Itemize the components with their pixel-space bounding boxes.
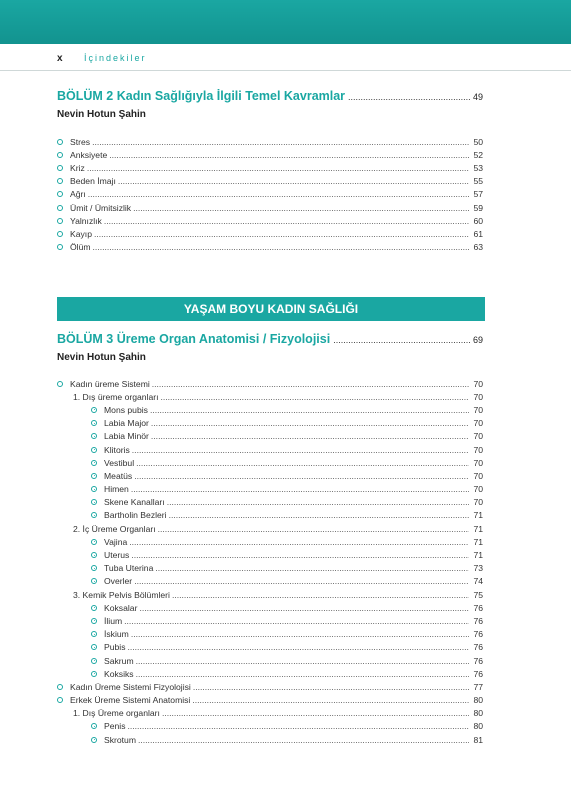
bullet-icon	[57, 165, 63, 171]
toc-entry[interactable]	[57, 588, 483, 601]
toc-entry[interactable]	[57, 430, 483, 443]
bullet-icon	[57, 191, 63, 197]
toc-entry-label: Skene Kanalları	[104, 497, 165, 508]
bullet-icon	[91, 658, 97, 664]
bullet-icon	[91, 618, 97, 624]
dot-leader	[92, 137, 469, 147]
toc-entry[interactable]	[57, 377, 483, 390]
toc-entry-label: Ümit / Ümitsizlik	[70, 202, 132, 213]
toc-entry-page: 80	[473, 721, 483, 732]
toc-entry-page: 75	[473, 589, 483, 600]
bullet-icon	[57, 684, 63, 690]
toc-entry[interactable]	[57, 496, 483, 509]
toc-entry-label: Ağrı	[70, 189, 86, 200]
toc-entry[interactable]	[57, 614, 483, 627]
toc-entry-page: 76	[473, 602, 483, 613]
dot-leader	[129, 537, 469, 547]
toc-entry-label: Koksiks	[104, 668, 134, 679]
toc-entry[interactable]	[57, 188, 483, 201]
chapter-2-toc-list	[57, 135, 483, 254]
dot-leader	[87, 163, 469, 173]
dot-leader	[138, 735, 469, 745]
toc-entry-page: 73	[473, 563, 483, 574]
toc-entry-label: İlium	[104, 615, 123, 626]
top-color-bar	[0, 0, 571, 44]
toc-entry[interactable]	[57, 707, 483, 720]
toc-entry-label: Kadın Üreme Sistemi Fizyolojisi	[70, 681, 191, 692]
page-number: x	[57, 53, 63, 64]
toc-entry[interactable]	[57, 456, 483, 469]
chapter-3-heading[interactable]	[57, 332, 483, 346]
toc-entry[interactable]	[57, 443, 483, 456]
toc-entry-page: 80	[473, 695, 483, 706]
dot-leader	[118, 176, 469, 186]
dot-leader	[158, 524, 469, 534]
toc-entry-label: 3. Kemik Pelvis Bölümleri	[73, 589, 170, 600]
toc-entry-label: Labia Minör	[104, 431, 149, 442]
dot-leader	[348, 92, 470, 102]
toc-entry-label: Skrotum	[104, 734, 136, 745]
toc-entry-page: 70	[473, 444, 483, 455]
toc-entry[interactable]	[57, 241, 483, 254]
toc-entry-page: 53	[473, 162, 483, 173]
toc-entry-label: Klitoris	[104, 444, 130, 455]
toc-entry[interactable]	[57, 535, 483, 548]
toc-entry-page: 80	[473, 708, 483, 719]
bullet-icon	[57, 139, 63, 145]
toc-entry-page: 59	[473, 202, 483, 213]
toc-entry-label: Tuba Uterina	[104, 563, 154, 574]
bullet-icon	[57, 205, 63, 211]
bullet-icon	[91, 407, 97, 413]
dot-leader	[136, 669, 469, 679]
toc-entry-page: 50	[473, 136, 483, 147]
toc-entry[interactable]	[57, 403, 483, 416]
chapter-3-title: BÖLÜM 3 Üreme Organ Anatomisi / Fizyolojisi	[57, 332, 331, 346]
toc-entry[interactable]	[57, 201, 483, 214]
toc-entry[interactable]	[57, 694, 483, 707]
dot-leader	[132, 445, 469, 455]
toc-entry-label: Pubis	[104, 642, 126, 653]
bullet-icon	[57, 381, 63, 387]
toc-entry-label: İskium	[104, 629, 129, 640]
dot-leader	[151, 418, 469, 428]
toc-entry-label: 1. Dış Üreme organları	[73, 708, 160, 719]
bullet-icon	[57, 697, 63, 703]
toc-entry-page: 55	[473, 176, 483, 187]
toc-entry[interactable]	[57, 601, 483, 614]
toc-entry-label: Anksiyete	[70, 149, 108, 160]
dot-leader	[162, 708, 469, 718]
bullet-icon	[91, 671, 97, 677]
bullet-icon	[91, 737, 97, 743]
toc-entry-page: 61	[473, 228, 483, 239]
chapter-2-heading[interactable]	[57, 89, 483, 103]
toc-entry[interactable]	[57, 733, 483, 746]
toc-entry-page: 77	[473, 681, 483, 692]
bullet-icon	[91, 473, 97, 479]
bullet-icon	[91, 499, 97, 505]
bullet-icon	[91, 644, 97, 650]
dot-leader	[93, 242, 469, 252]
bullet-icon	[57, 178, 63, 184]
toc-entry[interactable]	[57, 654, 483, 667]
toc-entry[interactable]	[57, 667, 483, 680]
bullet-icon	[91, 486, 97, 492]
toc-entry[interactable]	[57, 641, 483, 654]
toc-entry[interactable]	[57, 390, 483, 403]
toc-entry[interactable]	[57, 680, 483, 693]
toc-entry-label: Yalnızlık	[70, 215, 102, 226]
toc-entry-label: Mons pubis	[104, 404, 148, 415]
toc-entry-page: 70	[473, 470, 483, 481]
dot-leader	[167, 497, 469, 507]
toc-entry-label: Himen	[104, 484, 129, 495]
toc-entry-page: 60	[473, 215, 483, 226]
dot-leader	[134, 471, 469, 481]
toc-entry-label: Kriz	[70, 162, 85, 173]
chapter-3-toc-list	[57, 377, 483, 746]
bullet-icon	[91, 433, 97, 439]
toc-entry[interactable]	[57, 628, 483, 641]
toc-entry-page: 70	[473, 404, 483, 415]
dot-leader	[139, 603, 469, 613]
bullet-icon	[91, 578, 97, 584]
chapter-2-title: BÖLÜM 2 Kadın Sağlığıyla İlgili Temel Kavramlar	[57, 89, 346, 103]
toc-entry-label: 2. İç Üreme Organları	[73, 523, 156, 534]
dot-leader	[104, 216, 469, 226]
toc-entry-label: Vajina	[104, 536, 128, 547]
dot-leader	[169, 510, 469, 520]
toc-entry-label: Erkek Üreme Sistemi Anatomisi	[70, 695, 191, 706]
toc-entry[interactable]	[57, 469, 483, 482]
chapter-3-author: Nevin Hotun Şahin	[57, 352, 146, 363]
toc-entry[interactable]	[57, 522, 483, 535]
toc-entry-page: 76	[473, 629, 483, 640]
toc-entry-page: 70	[473, 457, 483, 468]
chapter-2-author: Nevin Hotun Şahin	[57, 109, 146, 120]
dot-leader	[151, 431, 469, 441]
dot-leader	[94, 229, 469, 239]
toc-entry-label: Sakrum	[104, 655, 134, 666]
toc-entry-page: 70	[473, 497, 483, 508]
bullet-icon	[91, 565, 97, 571]
toc-entry-label: Koksalar	[104, 602, 138, 613]
toc-entry[interactable]	[57, 227, 483, 240]
dot-leader	[155, 563, 469, 573]
dot-leader	[152, 379, 469, 389]
toc-entry-label: Meatüs	[104, 470, 133, 481]
toc-entry-label: Beden İmajı	[70, 176, 116, 187]
toc-entry-page: 76	[473, 668, 483, 679]
toc-entry-page: 70	[473, 431, 483, 442]
dot-leader	[193, 682, 469, 692]
toc-entry[interactable]	[57, 417, 483, 430]
toc-entry[interactable]	[57, 161, 483, 174]
toc-entry-label: Overler	[104, 576, 133, 587]
dot-leader	[150, 405, 469, 415]
toc-entry[interactable]	[57, 548, 483, 561]
bullet-icon	[57, 152, 63, 158]
dot-leader	[131, 550, 469, 560]
toc-entry-page: 81	[473, 734, 483, 745]
header-divider	[0, 70, 571, 71]
toc-entry-page: 70	[473, 391, 483, 402]
toc-entry-label: Labia Major	[104, 418, 149, 429]
toc-entry-page: 71	[473, 510, 483, 521]
bullet-icon	[57, 218, 63, 224]
bullet-icon	[91, 631, 97, 637]
dot-leader	[128, 642, 470, 652]
chapter-3-page: 69	[472, 335, 483, 345]
toc-entry[interactable]	[57, 720, 483, 733]
toc-entry-label: Vestibul	[104, 457, 135, 468]
bullet-icon	[91, 512, 97, 518]
toc-entry-page: 74	[473, 576, 483, 587]
bullet-icon	[91, 539, 97, 545]
bullet-icon	[57, 231, 63, 237]
toc-entry[interactable]	[57, 575, 483, 588]
dot-leader	[134, 576, 469, 586]
bullet-icon	[57, 244, 63, 250]
dot-leader	[136, 656, 469, 666]
dot-leader	[192, 695, 469, 705]
bullet-icon	[91, 447, 97, 453]
toc-entry[interactable]	[57, 509, 483, 522]
bullet-icon	[91, 723, 97, 729]
bullet-icon	[91, 552, 97, 558]
toc-entry-page: 70	[473, 418, 483, 429]
toc-entry-page: 70	[473, 484, 483, 495]
toc-entry-label: Kadın üreme Sistemi	[70, 378, 150, 389]
toc-entry[interactable]	[57, 214, 483, 227]
toc-entry[interactable]	[57, 135, 483, 148]
toc-entry-page: 63	[473, 242, 483, 253]
toc-entry-label: Stres	[70, 136, 91, 147]
toc-entry[interactable]	[57, 175, 483, 188]
bullet-icon	[91, 420, 97, 426]
dot-leader	[131, 629, 469, 639]
toc-entry-label: Ölüm	[70, 242, 91, 253]
dot-leader	[161, 392, 470, 402]
bullet-icon	[91, 460, 97, 466]
bullet-icon	[91, 605, 97, 611]
dot-leader	[109, 150, 469, 160]
section-banner: YAŞAM BOYU KADIN SAĞLIĞI	[57, 297, 485, 321]
toc-entry-page: 76	[473, 615, 483, 626]
toc-entry-label: Penis	[104, 721, 126, 732]
dot-leader	[131, 484, 469, 494]
toc-entry-page: 76	[473, 655, 483, 666]
chapter-2-page: 49	[472, 92, 483, 102]
toc-entry-page: 70	[473, 378, 483, 389]
dot-leader	[128, 721, 470, 731]
dot-leader	[88, 189, 469, 199]
toc-entry-page: 71	[473, 550, 483, 561]
toc-entry-page: 52	[473, 149, 483, 160]
toc-entry-page: 76	[473, 642, 483, 653]
dot-leader	[172, 590, 469, 600]
toc-entry-label: 1. Dış üreme organları	[73, 391, 159, 402]
dot-leader	[124, 616, 469, 626]
toc-entry-label: Bartholin Bezleri	[104, 510, 167, 521]
running-head: İçindekiler	[84, 53, 147, 63]
toc-entry[interactable]	[57, 562, 483, 575]
toc-entry[interactable]	[57, 483, 483, 496]
toc-entry-page: 57	[473, 189, 483, 200]
toc-entry[interactable]	[57, 148, 483, 161]
toc-entry-label: Kayıp	[70, 228, 92, 239]
dot-leader	[133, 203, 469, 213]
dot-leader	[333, 335, 470, 345]
dot-leader	[136, 458, 469, 468]
toc-entry-page: 71	[473, 536, 483, 547]
toc-entry-label: Uterus	[104, 550, 130, 561]
toc-entry-page: 71	[473, 523, 483, 534]
